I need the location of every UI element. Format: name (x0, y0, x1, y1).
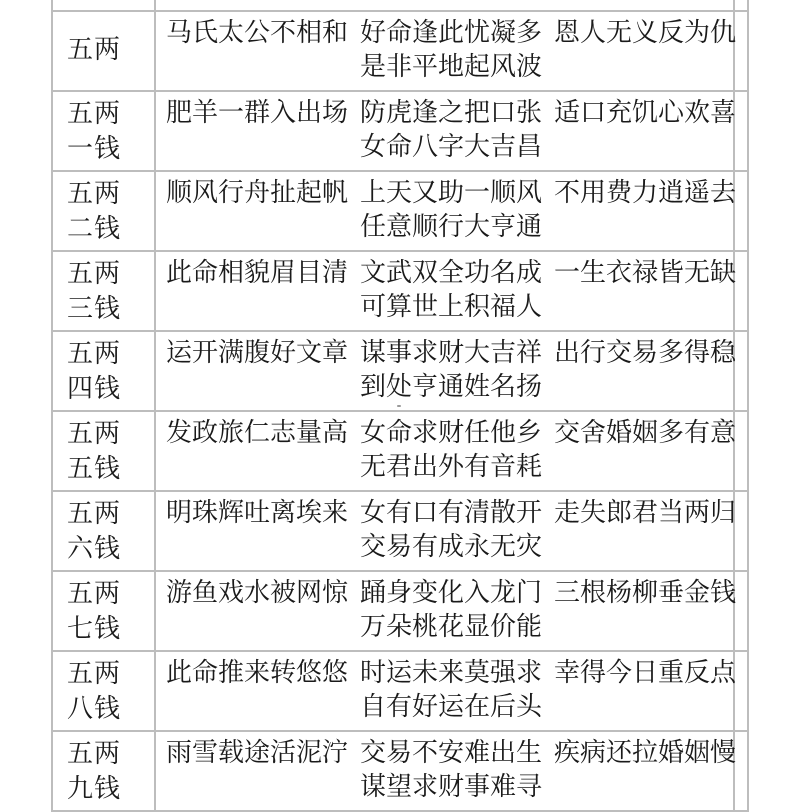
table-row (52, 331, 748, 411)
edge-cell (734, 331, 748, 411)
verse-phrase: 交易不安难出生 (360, 738, 543, 768)
verse-phrase: 恩人无义反为仇 (554, 18, 737, 48)
verse-phrase: 顺风行舟扯起帆 (166, 178, 349, 208)
verse-cell (155, 251, 737, 331)
weight-label: 五两四钱 (67, 339, 122, 404)
verse-cell (155, 91, 737, 171)
verse-phrase: 此命推来转悠悠 (166, 658, 349, 688)
edge-cell (734, 171, 748, 251)
table-row (52, 171, 748, 251)
verse-line-1 (166, 96, 737, 130)
verse-cell (155, 651, 737, 731)
verse-line-1 (166, 336, 737, 370)
weight-cell (52, 171, 155, 251)
verse-phrase: 是非平地起风波 (360, 52, 543, 82)
verse-cell (155, 0, 734, 11)
weight-label: 五两一钱 (67, 99, 122, 164)
verse-line-2 (166, 690, 733, 724)
weight-cell (52, 731, 155, 811)
weight-cell (52, 331, 155, 411)
verse-phrase: 女命八字大吉昌 (360, 132, 543, 162)
weight-label: 五两九钱 (67, 739, 122, 804)
edge-cell (734, 0, 748, 11)
weight-cell (52, 91, 155, 171)
table-row (52, 651, 748, 731)
weight-cell (52, 0, 155, 11)
verse-line-2 (166, 290, 733, 324)
verse-line-2 (166, 210, 733, 244)
verse-phrase: 游鱼戏水被网惊 (166, 578, 349, 608)
weight-label: 五两七钱 (67, 579, 122, 644)
verse-phrase: 明珠辉吐离埃来 (166, 498, 349, 528)
verse-cell (155, 731, 737, 811)
table-row (52, 731, 748, 811)
verse-line-2 (166, 370, 733, 404)
weight-label: 五两三钱 (67, 259, 122, 324)
verse-phrase: 上天又助一顺风 (360, 178, 543, 208)
verse-phrase: 马氏太公不相和 (166, 18, 349, 48)
verse-cell (155, 171, 737, 251)
verse-phrase: 发政旅仁志量高 (166, 418, 349, 448)
edge-cell (734, 571, 748, 651)
verse-phrase: 万朵桃花显价能 (360, 612, 543, 642)
verse-phrase: 出行交易多得稳 (554, 338, 737, 368)
edge-cell (734, 91, 748, 171)
verse-phrase: 谋望求财事难寻 (360, 772, 543, 802)
verse-phrase: 交易有成永无灾 (360, 532, 543, 562)
weight-cell (52, 251, 155, 331)
speck-mark (397, 405, 401, 407)
table-row (52, 0, 748, 11)
verse-phrase: 不用费力逍遥去 (554, 178, 737, 208)
verse-line-1 (166, 256, 737, 290)
verse-phrase: 女有口有清散开 (360, 498, 543, 528)
edge-cell (734, 651, 748, 731)
verse-line-2 (166, 130, 733, 164)
verse-line-2 (166, 530, 733, 564)
verse-phrase: 文武双全功名成 (360, 258, 543, 288)
verse-phrase: 幸得今日重反点 (554, 658, 737, 688)
verse-phrase: 自有好运在后头 (360, 692, 543, 722)
verse-line-2 (166, 0, 733, 4)
verse-line-2 (166, 610, 733, 644)
verse-cell (155, 11, 737, 91)
weight-cell (52, 11, 155, 91)
weight-label: 五两八钱 (67, 659, 122, 724)
verse-phrase: 无君出外有音耗 (360, 452, 543, 482)
verse-line-1 (166, 416, 737, 450)
verse-phrase: 走失郎君当两归 (554, 498, 737, 528)
verse-line-2 (166, 770, 733, 804)
verse-phrase: 肥羊一群入出场 (166, 98, 349, 128)
verse-phrase: 女命求财任他乡 (360, 418, 543, 448)
verse-phrase: 防虎逢之把口张 (360, 98, 543, 128)
verse-phrase: 谋事求财大吉祥 (360, 338, 543, 368)
weight-label: 五两五钱 (67, 419, 122, 484)
edge-cell (734, 491, 748, 571)
verse-phrase: 疾病还拉婚姻慢 (554, 738, 737, 768)
verse-line-1 (166, 176, 737, 210)
verse-phrase: 可算世上积福人 (360, 292, 543, 322)
verse-phrase: 踊身变化入龙门 (360, 578, 543, 608)
verse-phrase: 三根杨柳垂金钱 (554, 578, 737, 608)
verse-line-1 (166, 16, 737, 50)
verse-line-2 (166, 50, 733, 84)
verse-cell (155, 331, 737, 411)
verse-phrase: 一生衣禄皆无缺 (554, 258, 737, 288)
verse-line-1 (166, 496, 737, 530)
weight-label: 五两二钱 (67, 179, 122, 244)
verse-phrase: 好命逢此忧凝多 (360, 18, 543, 48)
verse-line-1 (166, 576, 737, 610)
verse-cell (155, 571, 737, 651)
verse-phrase: 交舍婚姻多有意 (554, 418, 737, 448)
weight-label: 五两六钱 (67, 499, 122, 564)
verse-line-1 (166, 736, 737, 770)
table-row (52, 571, 748, 651)
weight-cell (52, 411, 155, 491)
verse-phrase: 适口充饥心欢喜 (554, 98, 737, 128)
verse-phrase: 雨雪载途活泥泞 (166, 738, 349, 768)
verse-line-1 (166, 656, 737, 690)
weight-cell (52, 491, 155, 571)
table-row (52, 491, 748, 571)
verse-phrase: 运开满腹好文章 (166, 338, 349, 368)
verse-cell (155, 491, 737, 571)
edge-cell (734, 411, 748, 491)
edge-cell (734, 731, 748, 811)
weight-cell (52, 651, 155, 731)
edge-cell (734, 11, 748, 91)
table-row (52, 411, 748, 491)
verse-phrase: 任意顺行大亨通 (360, 212, 543, 242)
weight-cell (52, 571, 155, 651)
verse-phrase: 此命相貌眉目清 (166, 258, 349, 288)
verse-phrase: 到处亨通姓名扬 (360, 372, 543, 402)
weight-label: 五两 (67, 35, 122, 65)
edge-cell (734, 251, 748, 331)
verse-line-2 (166, 450, 733, 484)
table-row (52, 11, 748, 91)
verse-phrase: 时运未来莫强求 (360, 658, 543, 688)
table-row (52, 91, 748, 171)
verse-cell (155, 411, 737, 491)
table-row (52, 251, 748, 331)
